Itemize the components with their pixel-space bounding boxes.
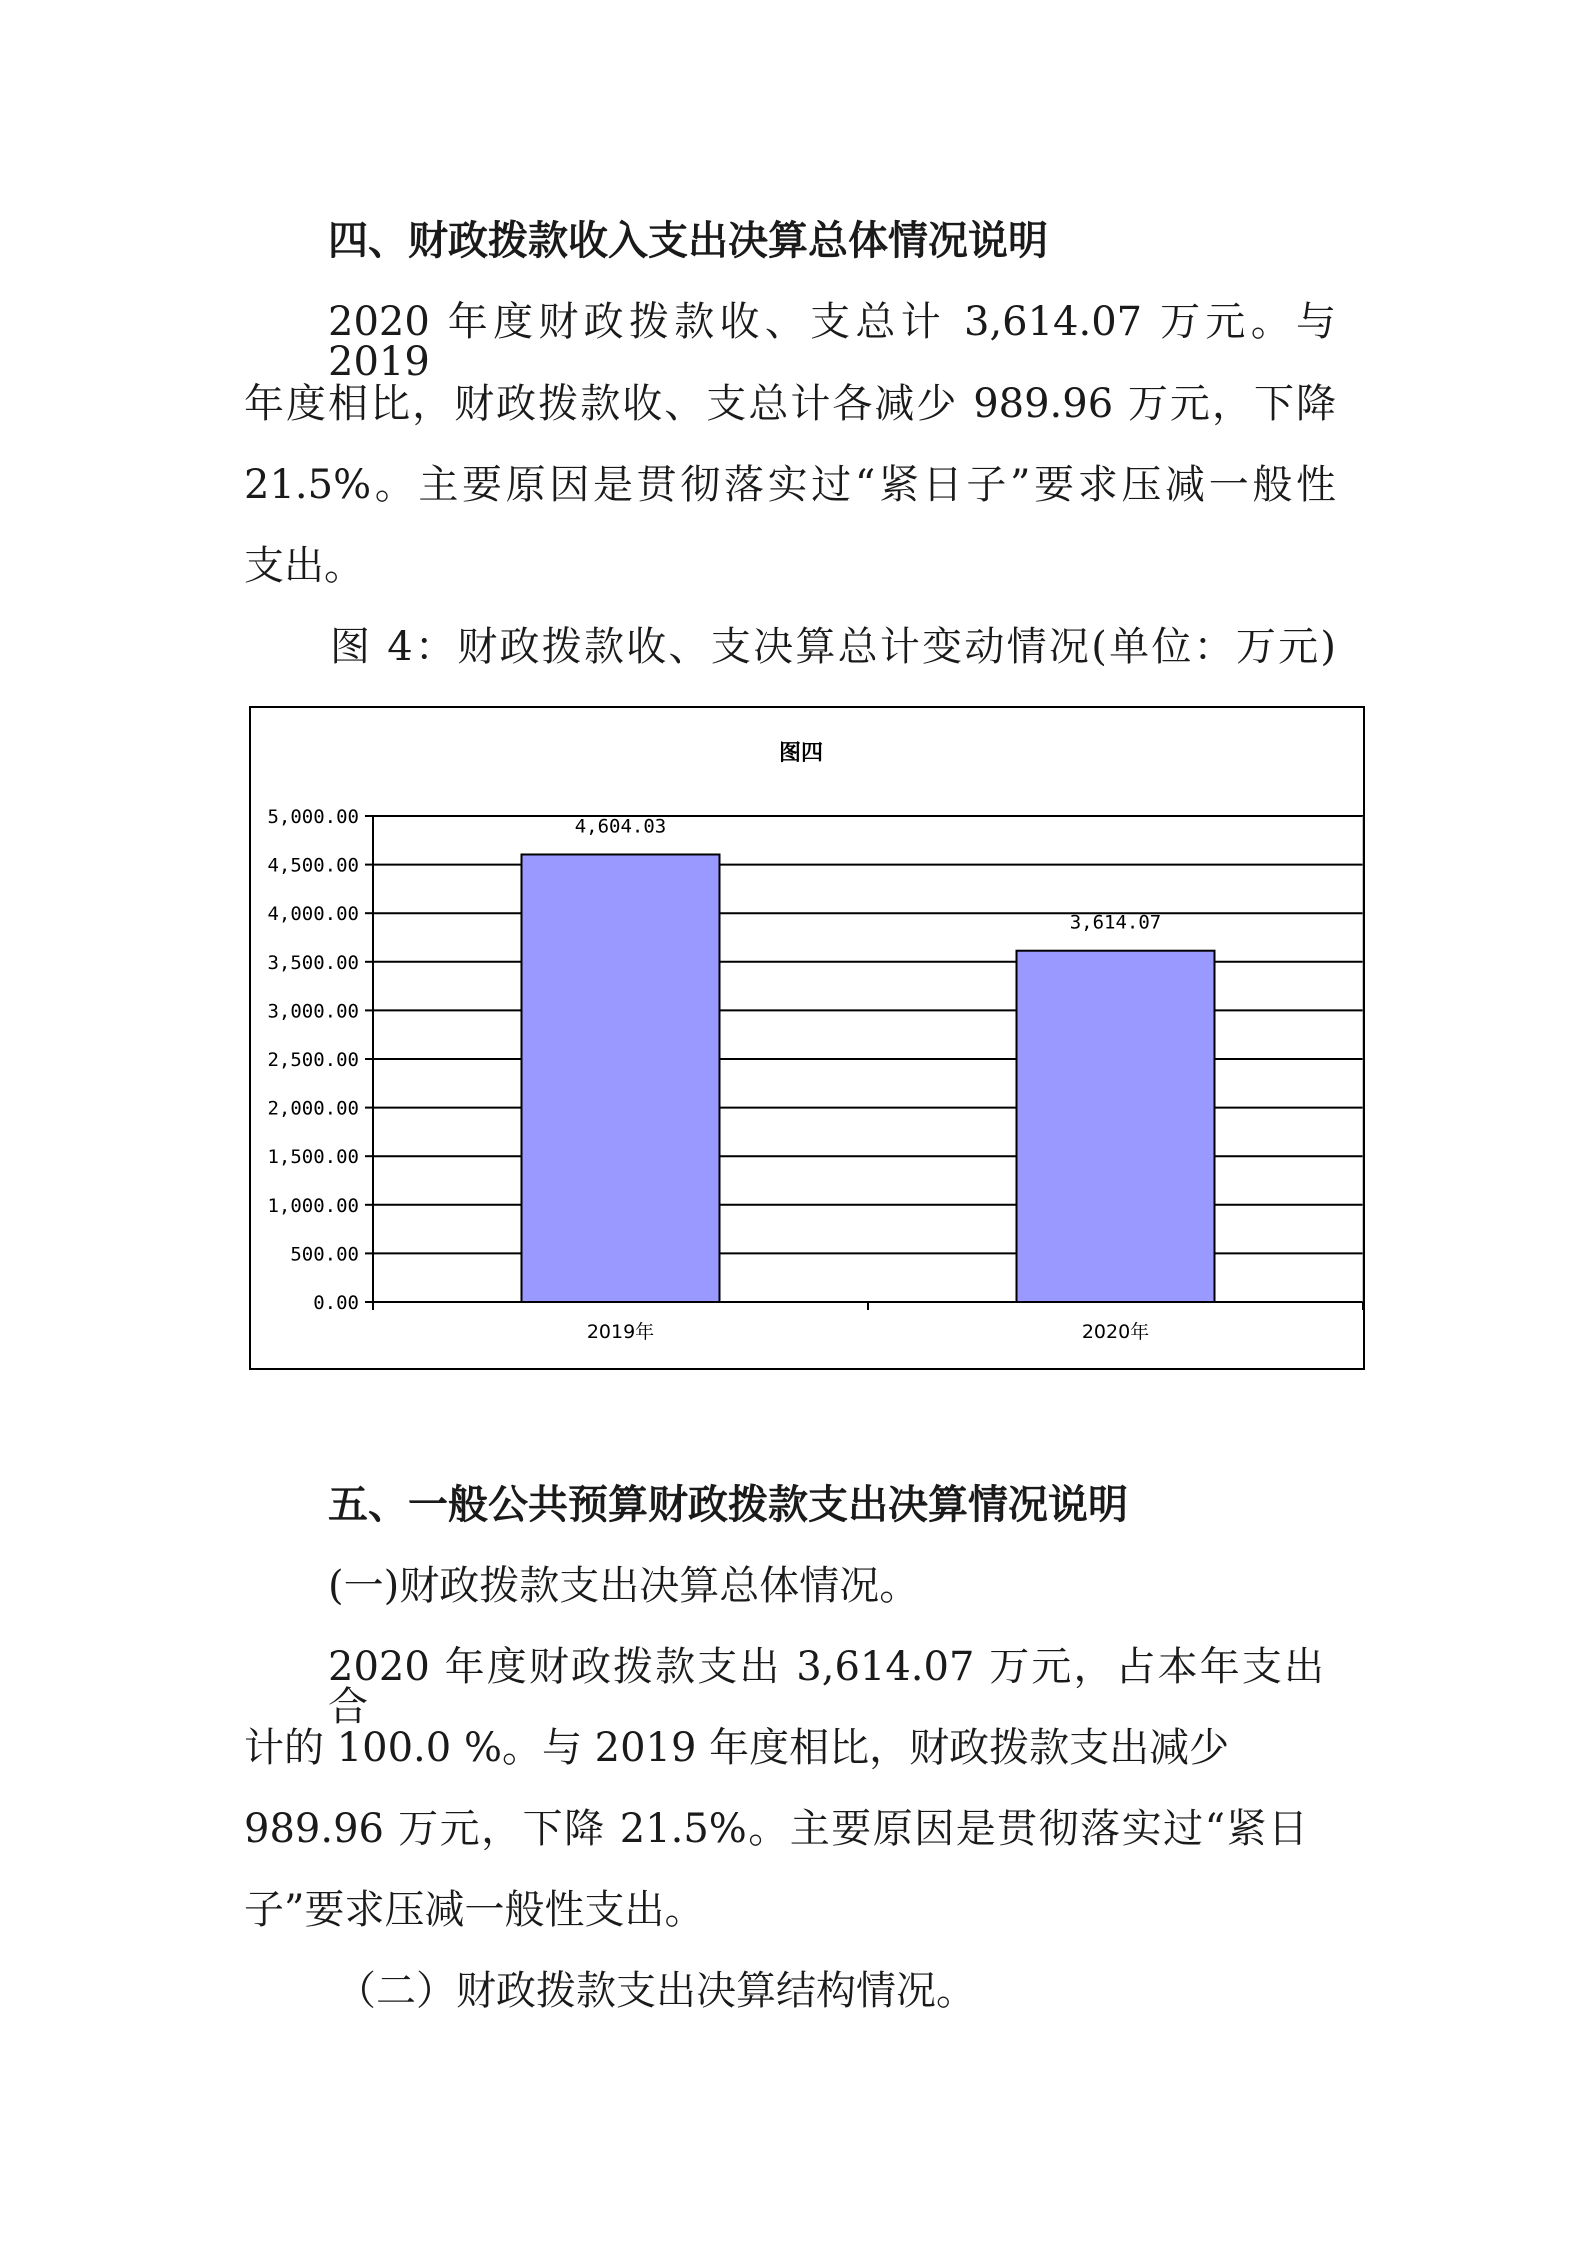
x-category-label: 2020年 [1081, 1321, 1150, 1343]
y-tick-label: 3,000.00 [267, 1000, 359, 1023]
y-tick-label: 1,000.00 [267, 1194, 359, 1217]
y-tick-label: 2,000.00 [267, 1097, 359, 1120]
bar-chart [249, 706, 1365, 1370]
section5-heading: 五、一般公共预算财政拨款支出决算情况说明 [328, 1482, 1128, 1528]
x-category-label: 2019年 [586, 1321, 655, 1343]
figure-caption: 图 4：财政拨款收、支决算总计变动情况(单位：万元) [330, 624, 1336, 670]
section5-para-line-2: 计的 100.0 %。与 2019 年度相比，财政拨款支出减少 [244, 1725, 1230, 1771]
bar-value-label: 4,604.03 [574, 815, 667, 838]
chart-title: 图四 [778, 741, 824, 766]
section4-para-line-3: 21.5%。主要原因是贯彻落实过“紧日子”要求压减一般性 [244, 462, 1336, 508]
section5-sub1: (一)财政拨款支出决算总体情况。 [328, 1563, 920, 1609]
section5-para-line-1: 2020 年度财政拨款支出 3,614.07 万元，占本年支出合 [328, 1644, 1324, 1730]
y-tick-label: 1,500.00 [267, 1146, 359, 1169]
section5-para-line-3: 989.96 万元，下降 21.5%。主要原因是贯彻落实过“紧日 [244, 1806, 1308, 1852]
y-tick-label: 4,500.00 [267, 854, 359, 877]
section4-heading: 四、财政拨款收入支出决算总体情况说明 [328, 218, 1048, 264]
y-tick-label: 3,500.00 [267, 951, 359, 974]
bar-2 [1017, 951, 1215, 1302]
section4-para-line-1: 2020 年度财政拨款收、支总计 3,614.07 万元。与 2019 [328, 299, 1336, 385]
section5-sub2: （二）财政拨款支出决算结构情况。 [336, 1968, 976, 2014]
bar-1 [522, 854, 720, 1302]
y-tick-label: 5,000.00 [267, 806, 359, 828]
y-tick-label: 0.00 [313, 1292, 359, 1314]
chart-svg [251, 708, 1363, 1368]
y-tick-label: 4,000.00 [267, 903, 359, 926]
y-tick-label: 500.00 [290, 1243, 359, 1266]
section4-para-line-4: 支出。 [244, 543, 364, 589]
section4-para-line-2: 年度相比，财政拨款收、支总计各减少 989.96 万元，下降 [244, 381, 1336, 427]
bar-value-label: 3,614.07 [1069, 911, 1162, 934]
section5-para-line-4: 子”要求压减一般性支出。 [244, 1887, 705, 1933]
y-tick-label: 2,500.00 [267, 1049, 359, 1071]
